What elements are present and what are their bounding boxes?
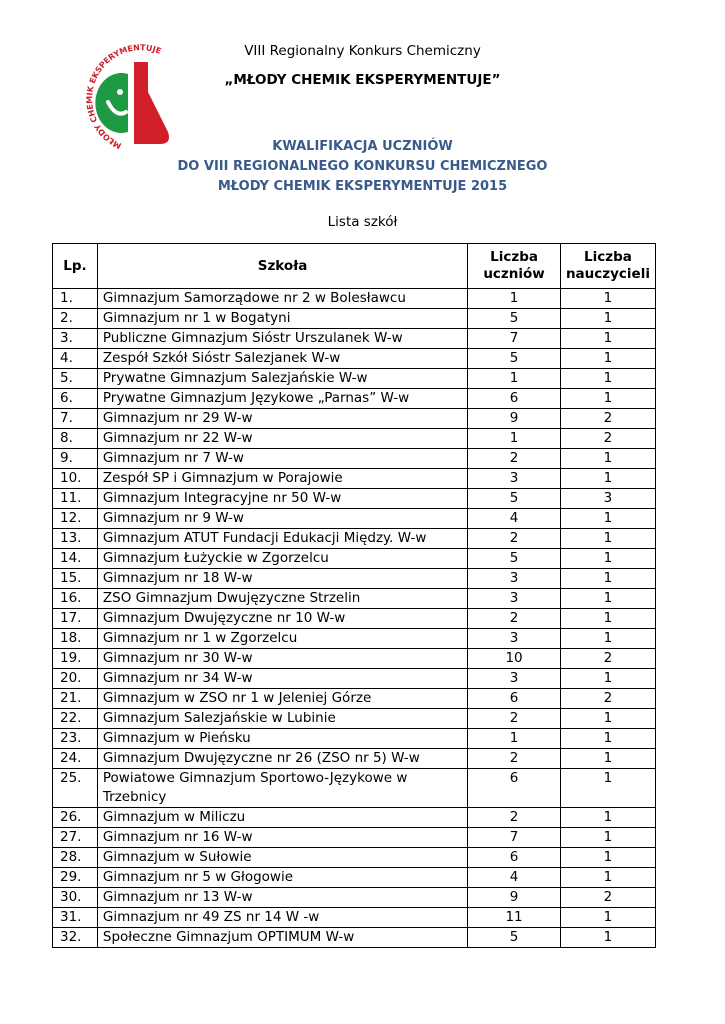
row-teachers: 2: [560, 429, 655, 449]
row-teachers: 1: [560, 549, 655, 569]
row-teachers: 1: [560, 749, 655, 769]
table-row: [53, 569, 656, 589]
row-lp: 2.: [53, 309, 98, 329]
table-row: [53, 409, 656, 429]
table-row: [53, 749, 656, 769]
row-students: 1: [468, 729, 561, 749]
row-lp: 6.: [53, 389, 98, 409]
row-students: 6: [468, 389, 561, 409]
schools-table: [52, 243, 656, 948]
table-row: [53, 469, 656, 489]
row-lp: 15.: [53, 569, 98, 589]
row-lp: 9.: [53, 449, 98, 469]
row-teachers: 1: [560, 589, 655, 609]
header-teachers: [560, 244, 655, 289]
row-school: Gimnazjum w Pieńsku: [97, 729, 467, 749]
table-row: [53, 489, 656, 509]
row-students: 1: [468, 289, 561, 309]
table-row: [53, 429, 656, 449]
row-school: Gimnazjum Samorządowe nr 2 w Bolesławcu: [97, 289, 467, 309]
row-lp: 4.: [53, 349, 98, 369]
row-teachers: 1: [560, 808, 655, 828]
row-students: 1: [468, 369, 561, 389]
row-school: Społeczne Gimnazjum OPTIMUM W-w: [97, 928, 467, 948]
row-school: Gimnazjum nr 13 W-w: [97, 888, 467, 908]
row-school: Gimnazjum ATUT Fundacji Edukacji Między. W-w: [97, 529, 467, 549]
row-lp: 1.: [53, 289, 98, 309]
row-lp: 26.: [53, 808, 98, 828]
table-row: [53, 908, 656, 928]
row-lp: 23.: [53, 729, 98, 749]
row-school: Prywatne Gimnazjum Salezjańskie W-w: [97, 369, 467, 389]
header-students: [468, 244, 561, 289]
row-teachers: 2: [560, 649, 655, 669]
row-lp: 7.: [53, 409, 98, 429]
row-students: 6: [468, 769, 561, 808]
table-row: [53, 309, 656, 329]
table-row: [53, 769, 656, 808]
row-teachers: 2: [560, 409, 655, 429]
row-lp: 17.: [53, 609, 98, 629]
row-students: 2: [468, 529, 561, 549]
row-school: Zespół Szkół Sióstr Salezjanek W-w: [97, 349, 467, 369]
table-row: [53, 848, 656, 868]
row-school: Gimnazjum w Sułowie: [97, 848, 467, 868]
table-row: [53, 329, 656, 349]
row-school: Gimnazjum nr 18 W-w: [97, 569, 467, 589]
row-school: Gimnazjum nr 7 W-w: [97, 449, 467, 469]
table-row: [53, 808, 656, 828]
table-header-row: [53, 244, 656, 289]
row-lp: 28.: [53, 848, 98, 868]
row-lp: 25.: [53, 769, 98, 808]
table-row: [53, 629, 656, 649]
list-subtitle: Lista szkół: [327, 214, 398, 230]
document-title-line-2: DO VIII REGIONALNEGO KONKURSU CHEMICZNEGO: [177, 159, 548, 174]
row-school: Gimnazjum w Miliczu: [97, 808, 467, 828]
row-school: Gimnazjum w ZSO nr 1 w Jeleniej Górze: [97, 689, 467, 709]
row-school: Gimnazjum nr 29 W-w: [97, 409, 467, 429]
row-lp: 3.: [53, 329, 98, 349]
row-lp: 31.: [53, 908, 98, 928]
competition-name: VIII Regionalny Konkurs Chemiczny: [244, 43, 481, 59]
row-teachers: 1: [560, 848, 655, 868]
row-students: 6: [468, 689, 561, 709]
row-school: Gimnazjum Łużyckie w Zgorzelcu: [97, 549, 467, 569]
row-school: ZSO Gimnazjum Dwujęzyczne Strzelin: [97, 589, 467, 609]
row-teachers: 1: [560, 469, 655, 489]
table-row: [53, 389, 656, 409]
row-school: Gimnazjum Dwujęzyczne nr 26 (ZSO nr 5) W-w: [97, 749, 467, 769]
table-row: [53, 729, 656, 749]
row-students: 4: [468, 509, 561, 529]
row-lp: 32.: [53, 928, 98, 948]
row-students: 3: [468, 469, 561, 489]
table-row: [53, 549, 656, 569]
row-teachers: 1: [560, 908, 655, 928]
row-teachers: 2: [560, 689, 655, 709]
row-lp: 22.: [53, 709, 98, 729]
table-row: [53, 529, 656, 549]
row-students: 3: [468, 589, 561, 609]
row-school: Gimnazjum Integracyjne nr 50 W-w: [97, 489, 467, 509]
row-school: Gimnazjum nr 9 W-w: [97, 509, 467, 529]
row-lp: 10.: [53, 469, 98, 489]
row-lp: 5.: [53, 369, 98, 389]
row-teachers: 1: [560, 329, 655, 349]
document-title-line-3: MŁODY CHEMIK EKSPERYMENTUJE 2015: [217, 179, 508, 194]
row-students: 2: [468, 609, 561, 629]
row-school: Gimnazjum nr 34 W-w: [97, 669, 467, 689]
row-teachers: 1: [560, 709, 655, 729]
row-students: 5: [468, 349, 561, 369]
row-lp: 21.: [53, 689, 98, 709]
row-students: 5: [468, 489, 561, 509]
header-students-line1: Liczba: [490, 249, 538, 265]
row-teachers: 1: [560, 928, 655, 948]
table-row: [53, 649, 656, 669]
row-lp: 8.: [53, 429, 98, 449]
row-students: 6: [468, 848, 561, 868]
row-teachers: 3: [560, 489, 655, 509]
row-students: 3: [468, 629, 561, 649]
row-school: Gimnazjum Salezjańskie w Lubinie: [97, 709, 467, 729]
row-lp: 24.: [53, 749, 98, 769]
row-teachers: 1: [560, 389, 655, 409]
row-school: Gimnazjum nr 1 w Zgorzelcu: [97, 629, 467, 649]
row-school: Prywatne Gimnazjum Językowe „Parnas” W-w: [97, 389, 467, 409]
row-school: Gimnazjum nr 5 w Głogowie: [97, 868, 467, 888]
competition-motto: „MŁODY CHEMIK EKSPERYMENTUJE”: [224, 72, 501, 88]
table-row: [53, 589, 656, 609]
row-students: 11: [468, 908, 561, 928]
row-lp: 12.: [53, 509, 98, 529]
row-teachers: 1: [560, 669, 655, 689]
row-lp: 20.: [53, 669, 98, 689]
row-students: 1: [468, 429, 561, 449]
row-lp: 27.: [53, 828, 98, 848]
row-teachers: 1: [560, 309, 655, 329]
row-lp: 14.: [53, 549, 98, 569]
row-students: 5: [468, 928, 561, 948]
row-teachers: 1: [560, 828, 655, 848]
logo-flask-shape: [134, 62, 169, 144]
table-row: [53, 369, 656, 389]
row-students: 7: [468, 828, 561, 848]
row-students: 9: [468, 888, 561, 908]
row-school: Gimnazjum nr 30 W-w: [97, 649, 467, 669]
row-students: 3: [468, 569, 561, 589]
row-students: 2: [468, 808, 561, 828]
row-lp: 11.: [53, 489, 98, 509]
row-students: 2: [468, 449, 561, 469]
row-teachers: 1: [560, 868, 655, 888]
table-row: [53, 609, 656, 629]
row-teachers: 2: [560, 888, 655, 908]
row-students: 3: [468, 669, 561, 689]
row-teachers: 1: [560, 569, 655, 589]
table-row: [53, 509, 656, 529]
row-students: 2: [468, 749, 561, 769]
table-row: [53, 689, 656, 709]
header-students-line2: uczniów: [483, 266, 545, 282]
row-students: 7: [468, 329, 561, 349]
header-teachers-line1: Liczba: [584, 249, 632, 265]
logo-arc-text: MŁODY CHEMIK EKSPERYMENTUJE: [85, 43, 163, 151]
row-lp: 19.: [53, 649, 98, 669]
row-teachers: 1: [560, 369, 655, 389]
table-row: [53, 888, 656, 908]
row-students: 5: [468, 549, 561, 569]
table-row: [53, 928, 656, 948]
row-teachers: 1: [560, 509, 655, 529]
logo-eye: [117, 89, 123, 95]
row-students: 4: [468, 868, 561, 888]
row-lp: 18.: [53, 629, 98, 649]
row-teachers: 1: [560, 729, 655, 749]
row-school: Powiatowe Gimnazjum Sportowo-Językowe w Trzebnicy: [97, 769, 467, 808]
row-teachers: 1: [560, 289, 655, 309]
row-school: Gimnazjum Dwujęzyczne nr 10 W-w: [97, 609, 467, 629]
row-school: Gimnazjum nr 49 ZS nr 14 W -w: [97, 908, 467, 928]
header-teachers-line2: nauczycieli: [565, 266, 650, 282]
header-lp: Lp.: [53, 244, 98, 289]
row-teachers: 1: [560, 609, 655, 629]
row-teachers: 1: [560, 449, 655, 469]
table-row: [53, 828, 656, 848]
row-school: Zespół SP i Gimnazjum w Porajowie: [97, 469, 467, 489]
header-school: Szkoła: [97, 244, 467, 289]
row-lp: 29.: [53, 868, 98, 888]
row-teachers: 1: [560, 769, 655, 808]
row-teachers: 1: [560, 529, 655, 549]
row-students: 10: [468, 649, 561, 669]
row-school: Publiczne Gimnazjum Sióstr Urszulanek W-w: [97, 329, 467, 349]
row-teachers: 1: [560, 629, 655, 649]
row-school: Gimnazjum nr 22 W-w: [97, 429, 467, 449]
table-row: [53, 289, 656, 309]
row-students: 2: [468, 709, 561, 729]
row-school: Gimnazjum nr 1 w Bogatyni: [97, 309, 467, 329]
table-row: [53, 449, 656, 469]
table-row: [53, 669, 656, 689]
table-row: [53, 349, 656, 369]
table-row: [53, 868, 656, 888]
document-title-line-1: KWALIFIKACJA UCZNIÓW: [272, 139, 453, 154]
row-students: 9: [468, 409, 561, 429]
row-teachers: 1: [560, 349, 655, 369]
row-lp: 16.: [53, 589, 98, 609]
row-lp: 13.: [53, 529, 98, 549]
table-row: [53, 709, 656, 729]
row-students: 5: [468, 309, 561, 329]
row-lp: 30.: [53, 888, 98, 908]
row-school: Gimnazjum nr 16 W-w: [97, 828, 467, 848]
